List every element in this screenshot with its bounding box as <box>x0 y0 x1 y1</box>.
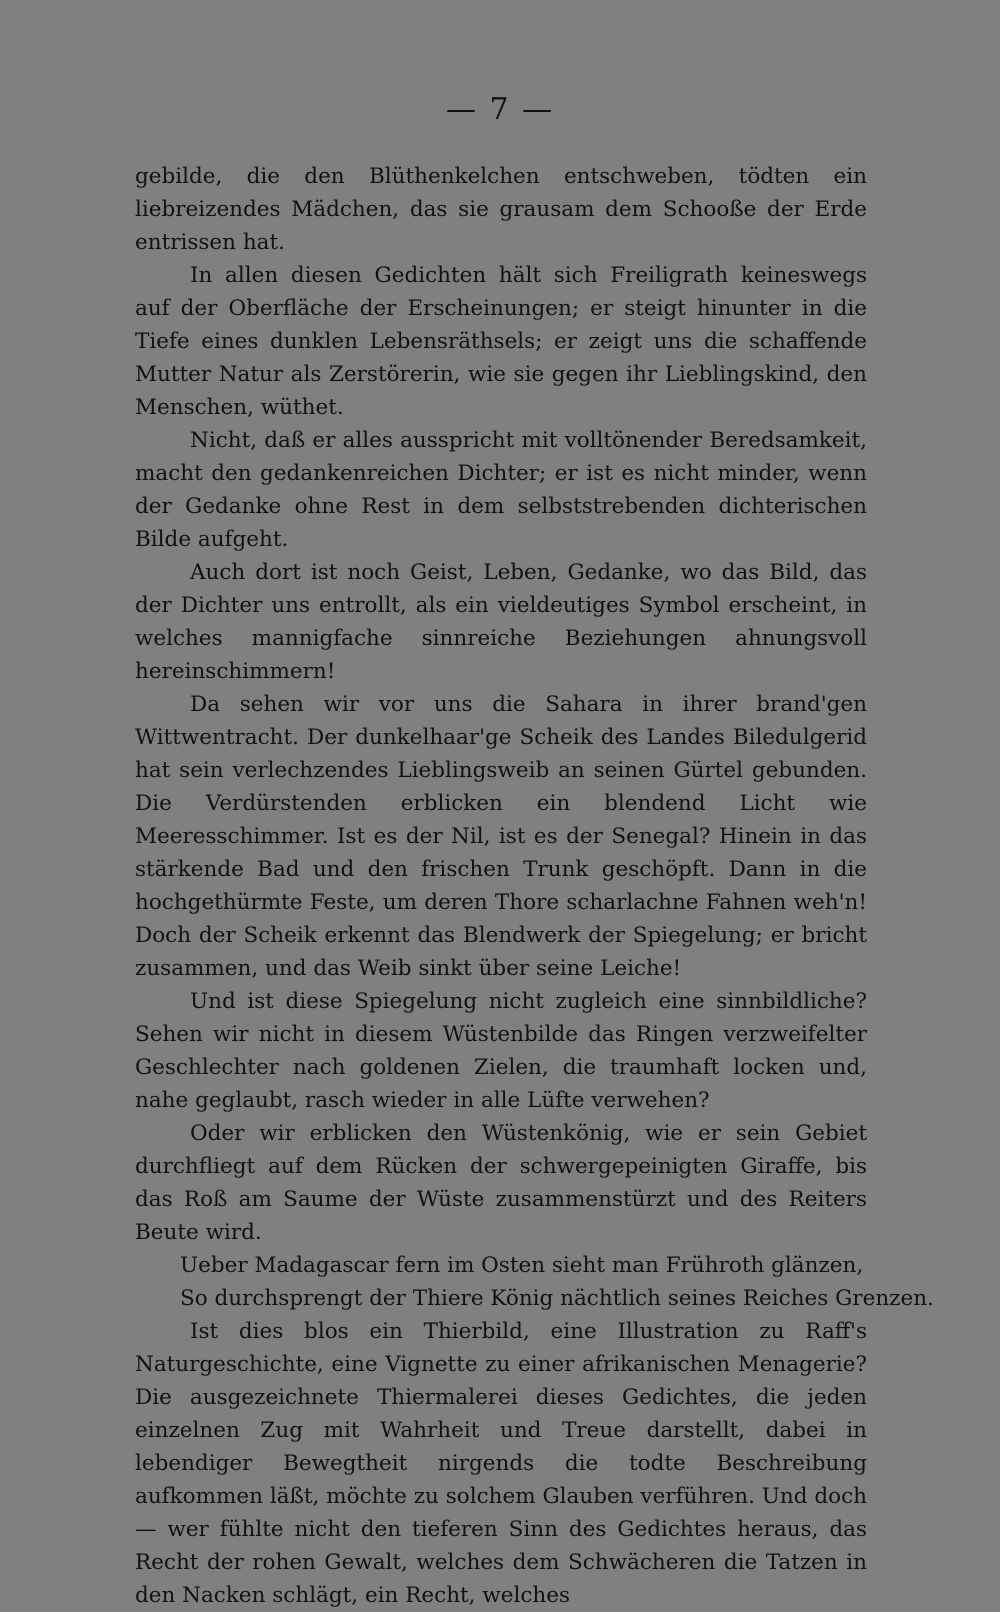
paragraph-continuation: gebilde, die den Blüthenkelchen entschweben, tödten ein liebreizendes Mädchen, das sie grausam dem Schooße der Erde entrissen hat. <box>135 164 867 255</box>
paragraph: Nicht, daß er alles ausspricht mit volltönender Beredsamkeit, macht den gedankenreichen Dichter; er ist es nicht minder, wenn der Gedanke ohne Rest in dem selbststrebenden dichterischen Bilde aufgeht. <box>135 428 867 552</box>
body-text <box>135 160 934 1612</box>
verse-line: So durchsprengt der Thiere König nächtlich seines Reiches Grenzen. <box>180 1286 934 1311</box>
paragraph: Und ist diese Spiegelung nicht zugleich eine sinnbildliche? Sehen wir nicht in diesem Wüstenbilde das Ringen verzweifelter Geschlechter nach goldenen Zielen, die traumhaft locken und, nahe geglaubt, rasch wieder in alle Lüfte verwehen? <box>135 989 867 1113</box>
paragraph: Auch dort ist noch Geist, Leben, Gedanke, wo das Bild, das der Dichter uns entrollt, als ein vieldeutiges Symbol erscheint, in welches mannigfache sinnreiche Beziehungen ahnungsvoll hereinschimmern! <box>135 560 867 684</box>
paragraph: In allen diesen Gedichten hält sich Freiligrath keineswegs auf der Oberfläche der Erscheinungen; er steigt hinunter in die Tiefe eines dunklen Lebensräthsels; er zeigt uns die schaffende Mutter Natur als Zerstörerin, wie sie gegen ihr Lieblingskind, den Menschen, wüthet. <box>135 263 867 420</box>
verse-line: Ueber Madagascar fern im Osten sieht man Frühroth glänzen, <box>180 1253 864 1278</box>
paragraph: Ist dies blos ein Thierbild, eine Illustration zu Raff's Naturgeschichte, eine Vignette zu einer afrikanischen Menagerie? Die ausgezeichnete Thiermalerei dieses Gedichtes, die jeden einzelnen Zug mit Wahrheit und Treue darstellt, dabei in lebendiger Bewegtheit nirgends die todte Beschreibung aufkommen läßt, möchte zu solchem Glauben verführen. Und doch — wer fühlte nicht den tieferen Sinn des Gedichtes heraus, das Recht der rohen Gewalt, welches dem Schwächeren die Tatzen in den Nacken schlägt, ein Recht, welches <box>135 1319 867 1608</box>
paragraph: Oder wir erblicken den Wüstenkönig, wie er sein Gebiet durchfliegt auf dem Rücken der schwergepeinigten Giraffe, bis das Roß am Saume der Wüste zusammenstürzt und des Reiters Beute wird. <box>135 1121 867 1245</box>
page-number: — 7 — <box>445 92 555 127</box>
paragraph: Da sehen wir vor uns die Sahara in ihrer brand'gen Wittwentracht. Der dunkelhaar'ge Scheik des Landes Biledulgerid hat sein verlechzendes Lieblingsweib an seinen Gürtel gebunden. Die Verdürstenden erblicken ein blendend Licht wie Meeresschimmer. Ist es der Nil, ist es der Senegal? Hinein in das stärkende Bad und den frischen Trunk geschöpft. Dann in die hochgethürmte Feste, um deren Thore scharlachne Fahnen weh'n! Doch der Scheik erkennt das Blendwerk der Spiegelung; er bricht zusammen, und das Weib sinkt über seine Leiche! <box>135 692 867 981</box>
verse-quote <box>180 1249 934 1315</box>
